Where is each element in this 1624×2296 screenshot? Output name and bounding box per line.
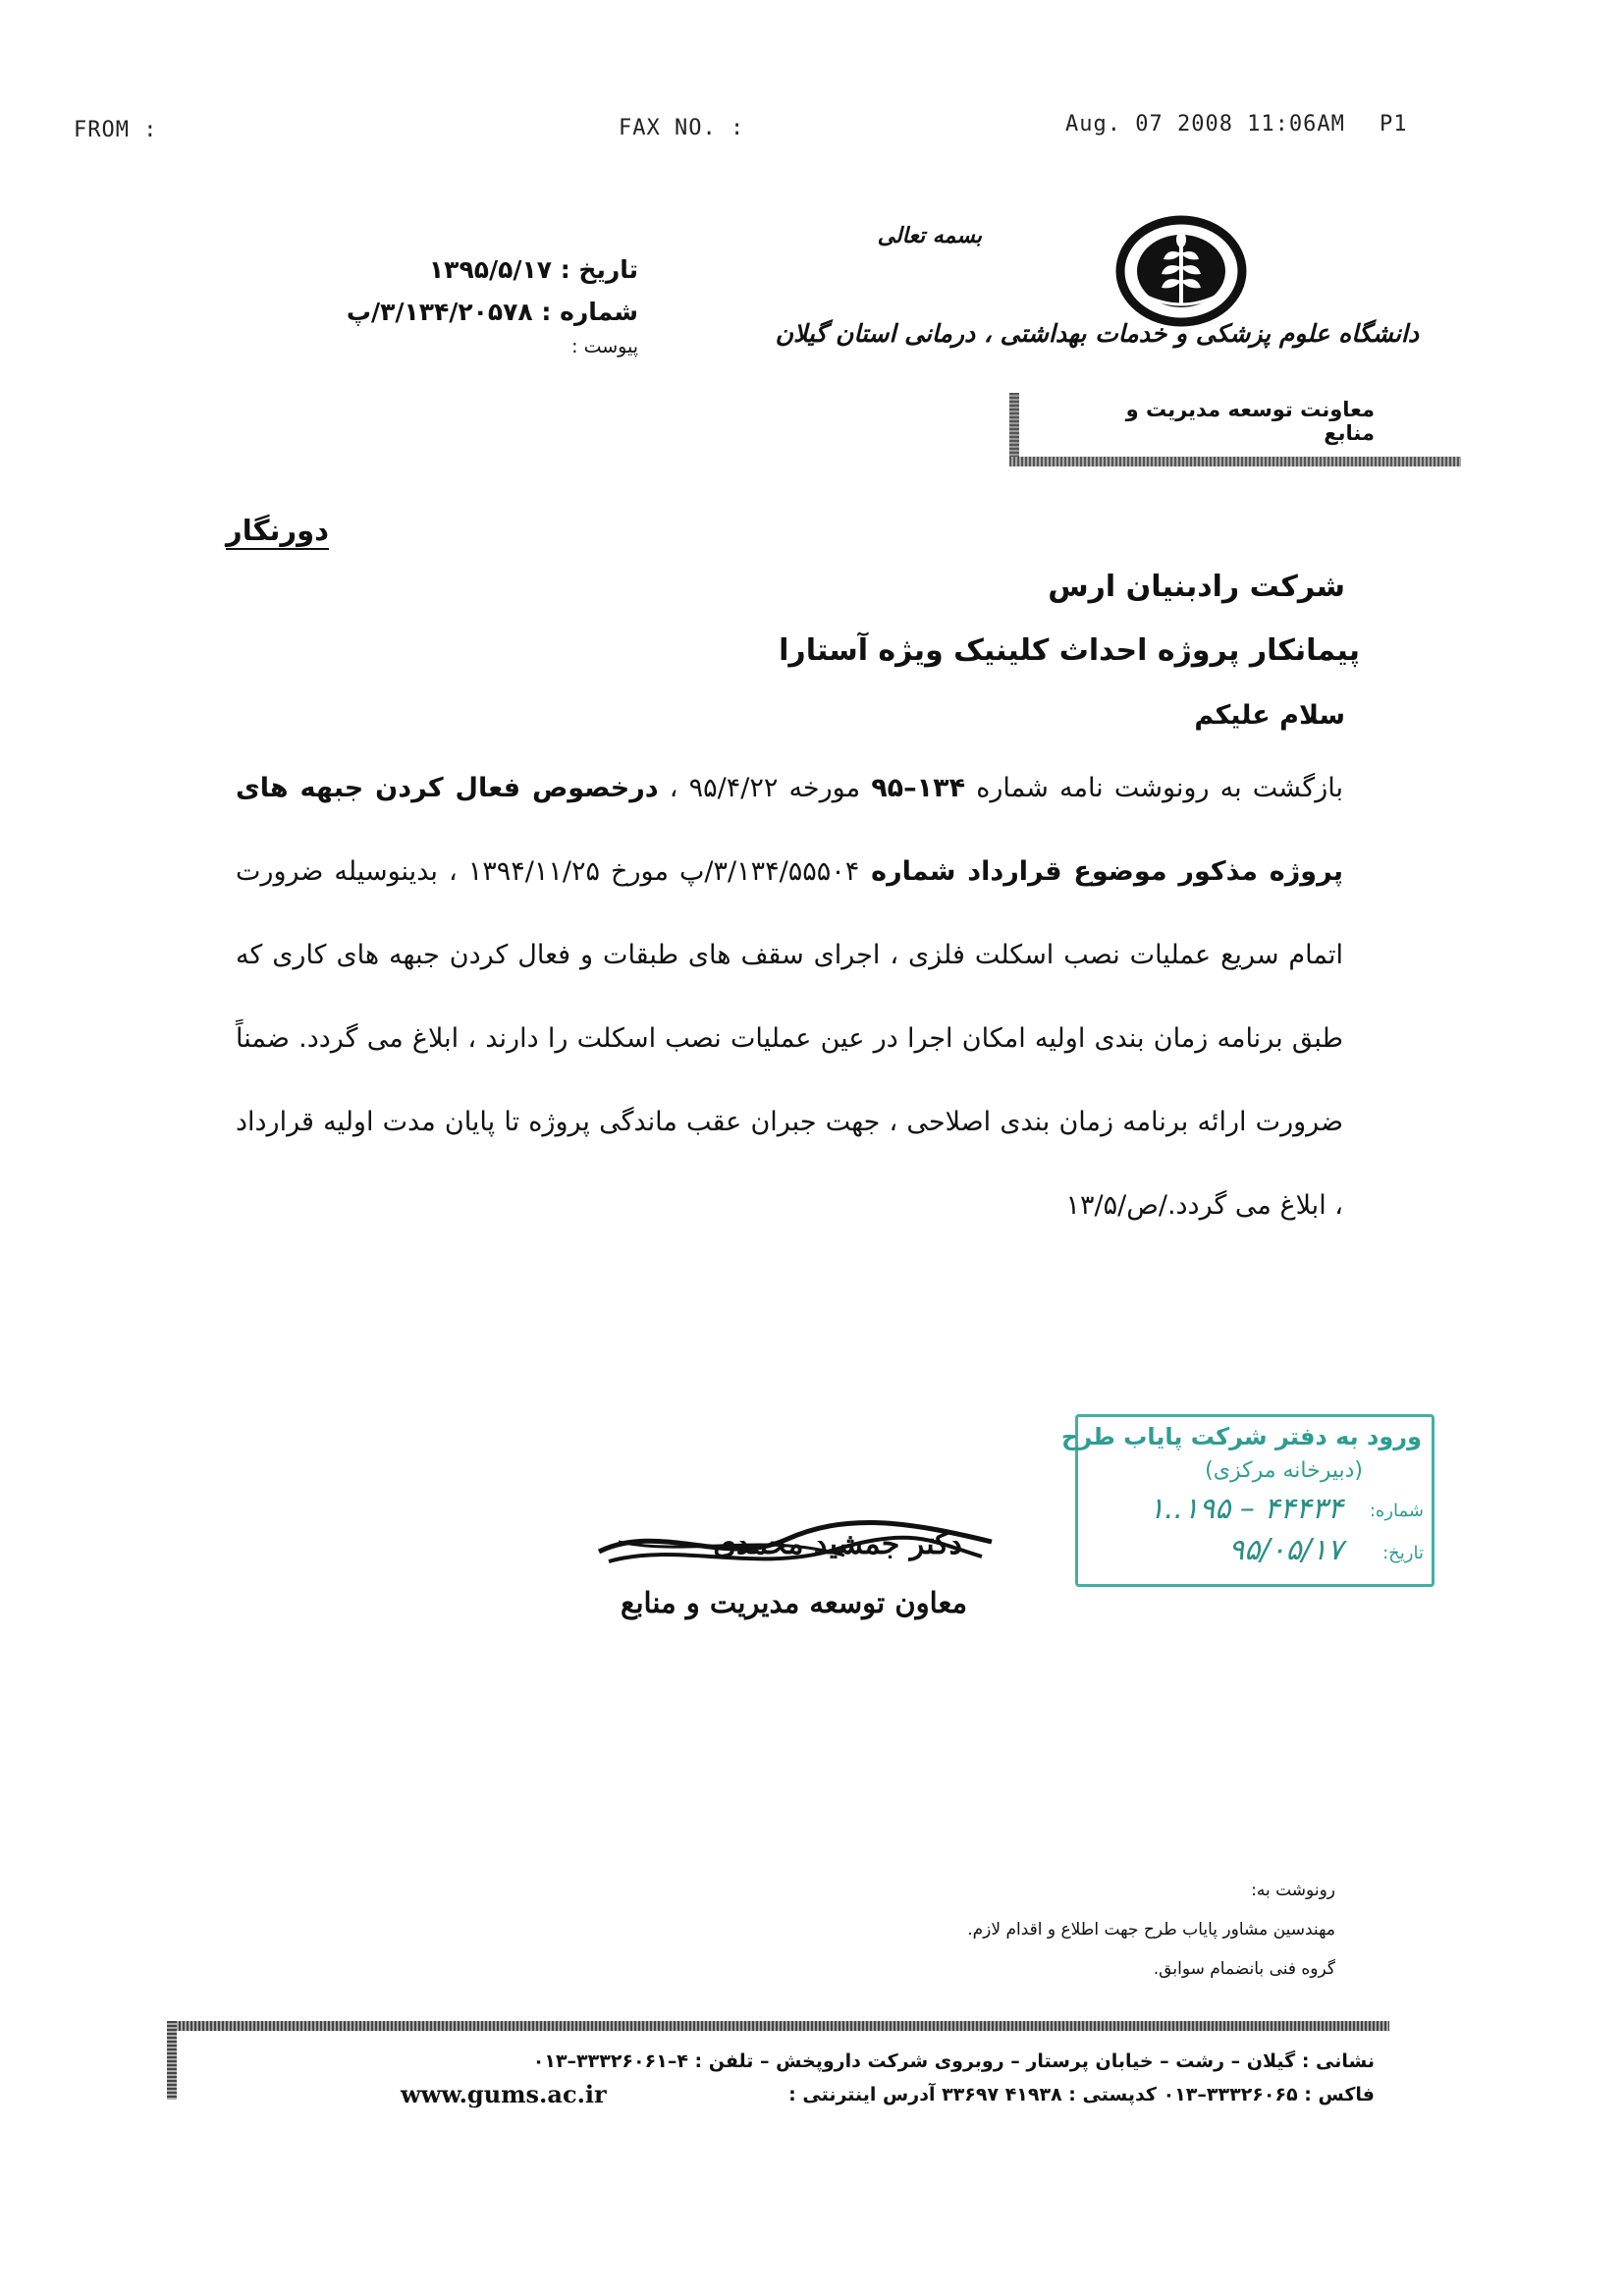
letter-type: دورنگار: [226, 514, 329, 547]
meta-block: [344, 255, 638, 357]
stamp-subtitle: (دبیرخانه مرکزی): [1205, 1458, 1363, 1483]
cc-block: [844, 1871, 1335, 1989]
stamp-date-value: ۹۵/۰۵/۱۷: [1228, 1533, 1343, 1567]
fax-number: FAX NO. :: [619, 116, 745, 140]
letterhead-bracket-horizontal: [1009, 457, 1461, 466]
stamp-number-label: شماره:: [1369, 1501, 1424, 1521]
stamp-date-label: تاریخ:: [1382, 1543, 1424, 1563]
cc-label: رونوشت به:: [1251, 1881, 1335, 1900]
body-part-5: ۳/۱۳۴/۵۵۵۰۴/پ مورخ ۱۳۹۴/۱۱/۲۵ ، بدینوسیله ضرورت اتمام سریع عملیات نصب اسکلت فلزی ، اجرای سقف های طبقات و فعال کردن جبهه های کاری که طبق برنامه زمان بندی اولیه امکان اجرا در عین عملیات نصب اسکلت را دارند ، ابلاغ می گردد. ضمناً ضرورت ارائه برنامه زمان بندی اصلاحی ، جهت جبران عقب ماندگی پروژه تا پایان مدت اولیه قرارداد ، ابلاغ می گردد./ص/۱۳/۵: [236, 856, 1343, 1221]
bismillah: بسمه تعالی: [877, 224, 982, 248]
fax-page: P1: [1380, 112, 1408, 137]
signatory-title: معاون توسعه مدیریت و منابع: [621, 1586, 967, 1619]
body-subject: درخصوص فعال کردن جبهه های پروژه مذکور موضوع قرارداد شماره: [236, 773, 1343, 887]
letter-body: [236, 746, 1343, 1247]
fax-datetime: Aug. 07 2008 11:06AM: [1065, 112, 1345, 137]
number-value: ۳/۱۳۴/۲۰۵۷۸/پ: [346, 298, 533, 326]
receipt-stamp: [1061, 1414, 1435, 1587]
footer-website-link[interactable]: www.gums.ac.ir: [401, 2080, 607, 2108]
attachment-label: پیوست :: [571, 336, 638, 357]
date-value: ۱۳۹۵/۵/۱۷: [428, 255, 552, 284]
date-label: تاریخ :: [560, 255, 638, 284]
body-reference-number: ۱۳۴–۹۵: [871, 773, 966, 803]
stamp-title: ورود به دفتر شرکت پایاب طرح: [1061, 1423, 1422, 1450]
stamp-number-value: ۱..۱۹۵ – ۴۴۴۳۴: [1148, 1492, 1343, 1526]
body-part-3: مورخه ۹۵/۴/۲۲ ،: [658, 773, 872, 803]
fax-from: FROM :: [74, 118, 158, 142]
department-name: معاونت توسعه مدیریت و منابع: [1125, 398, 1375, 445]
recipient-line2: پیمانکار پروژه احداث کلینیک ویژه آستارا: [779, 633, 1360, 668]
university-name: دانشگاه علوم پزشکی و خدمات بهداشتی ، درمانی استان گیلان: [775, 319, 1419, 348]
date-row: [344, 255, 638, 284]
signatory-name: دکتر جمشید محمدی: [713, 1527, 962, 1561]
number-label: شماره :: [541, 298, 638, 326]
cc-line2: گروه فنی بانضمام سوابق.: [1153, 1959, 1335, 1979]
recipient-line1: شرکت رادبنیان ارس: [1048, 570, 1345, 604]
body-part-1: بازگشت به رونوشت نامه شماره: [965, 773, 1343, 803]
cc-line1: مهندسین مشاور پایاب طرح جهت اطلاع و اقدام لازم.: [967, 1920, 1335, 1940]
footer-fax-postal: فاکس : ۳۳۳۲۶۰۶۵–۰۱۳ کدپستی : ۴۱۹۳۸ ۳۳۶۹۷ آدرس اینترنتی :: [788, 2084, 1375, 2105]
number-row: [344, 298, 638, 326]
handwritten-signature: [589, 1512, 1001, 1581]
footer-address: نشانی : گیلان – رشت – خیابان پرستار – روبروی شرکت داروپخش – تلفن : ۴–۳۳۳۲۶۰۶۱–۰۱۳: [532, 2050, 1375, 2072]
footer-rule: [167, 2021, 1389, 2031]
letterhead-bracket-vertical: [1009, 393, 1019, 466]
footer-bracket: [167, 2021, 177, 2100]
university-logo: [1108, 214, 1255, 332]
greeting: سلام علیکم: [1194, 700, 1345, 731]
